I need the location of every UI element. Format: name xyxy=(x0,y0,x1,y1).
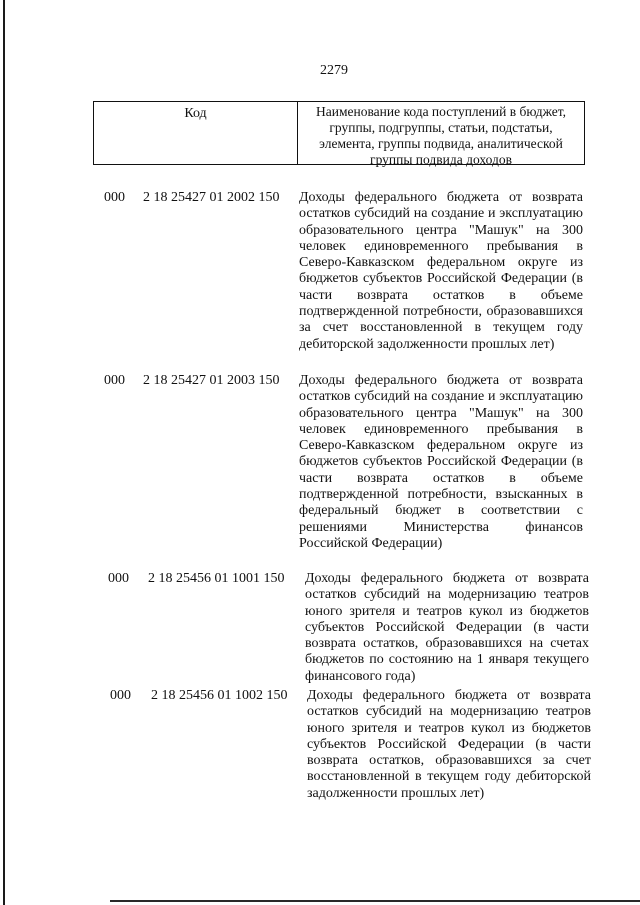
admin-code: 000 xyxy=(108,571,129,586)
revenue-code: 2 18 25427 01 2003 150 xyxy=(143,373,280,388)
revenue-code: 2 18 25456 01 1002 150 xyxy=(151,688,288,703)
revenue-description: Доходы федерального бюджета от возврата остатков субсидий на создание и эксплуатацию образовательного центра "Машук" на 300 человек единовременного пребывания в Северо-Кавказском федеральном округе из бюджетов субъектов Российской Федерации (в части возврата остатков в объеме подтвержденной потребности, взысканных в федеральный бюджет в соответствии с решениями Министерства финансов Российской Федерации) xyxy=(299,373,583,551)
table-header xyxy=(93,101,585,165)
scan-edge-left xyxy=(3,0,5,905)
header-code-cell: Код xyxy=(94,102,298,164)
revenue-description: Доходы федерального бюджета от возврата остатков субсидий на модернизацию театров юного зрителя и театров кукол из бюджетов субъектов Российской Федерации (в части возврата остатков, образовавшихся за счет восстановленной в текущем году дебиторской задолженности прошлых лет) xyxy=(307,688,591,801)
page-number: 2279 xyxy=(320,63,348,78)
revenue-code: 2 18 25427 01 2002 150 xyxy=(143,190,280,205)
admin-code: 000 xyxy=(110,688,131,703)
revenue-description: Доходы федерального бюджета от возврата остатков субсидий на модернизацию театров юного зрителя и театров кукол из бюджетов субъектов Российской Федерации (в части возврата остатков, образовавшихся на счетах бюджетов по состоянию на 1 января текущего финансового года) xyxy=(305,571,589,684)
header-name-cell: Наименование кода поступлений в бюджет, группы, подгруппы, статьи, подстатьи, элемента, группы подвида, аналитической группы подвида доходов xyxy=(315,104,566,167)
admin-code: 000 xyxy=(104,190,125,205)
scan-edge-bottom xyxy=(110,900,640,902)
revenue-description: Доходы федерального бюджета от возврата остатков субсидий на создание и эксплуатацию образовательного центра "Машук" на 300 человек единовременного пребывания в Северо-Кавказском федеральном округе из бюджетов субъектов Российской Федерации (в части возврата остатков в объеме подтвержденной потребности, образовавшихся за счет восстановленной в текущем году дебиторской задолженности прошлых лет) xyxy=(299,190,583,352)
admin-code: 000 xyxy=(104,373,125,388)
revenue-code: 2 18 25456 01 1001 150 xyxy=(148,571,285,586)
